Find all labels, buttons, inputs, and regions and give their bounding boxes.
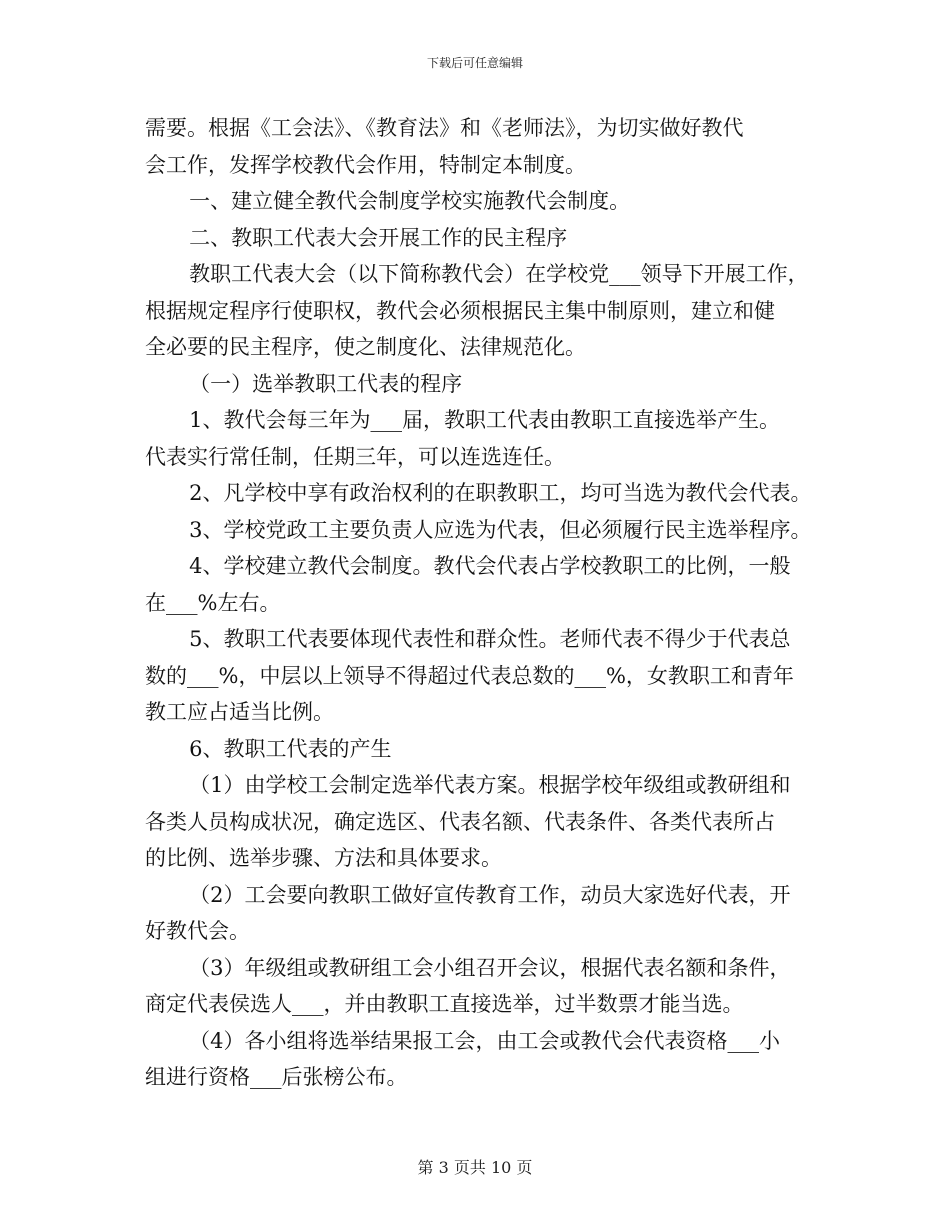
paragraph-line: 4、学校建立教代会制度。教代会代表占学校教职工的比例，一般 [189, 554, 791, 578]
page-footer: 第 3 页共 10 页 [417, 1158, 533, 1177]
paragraph-line: （4）各小组将选举结果报工会，由工会或教代会代表资格___小 [189, 1028, 780, 1053]
paragraph-line: 一、建立健全教代会制度学校实施教代会制度。 [189, 189, 631, 213]
paragraph-line: 教职工代表大会（以下简称教代会）在学校党___领导下开展工作， [189, 262, 809, 286]
paragraph-line: 会工作，发挥学校教代会作用，特制定本制度。 [145, 152, 586, 177]
paragraph-line: （2）工会要向教职工做好宣传教育工作，动员大家选好代表，开 [189, 882, 791, 907]
paragraph-line: 2、凡学校中享有政治权利的在职教职工，均可当选为教代会代表。 [189, 481, 812, 505]
paragraph-line: 全必要的民主程序，使之制度化、法律规范化。 [145, 335, 586, 359]
paragraph-line: 在___%左右。 [145, 590, 281, 615]
paragraph-line: 根据规定程序行使职权，教代会必须根据民主集中制原则，建立和健 [145, 298, 775, 323]
paragraph-line: 二、教职工代表大会开展工作的民主程序 [189, 225, 568, 250]
paragraph-line: 5、教职工代表要体现代表性和群众性。老师代表不得少于代表总 [189, 627, 791, 651]
paragraph-line: 各类人员构成状况，确定选区、代表名额、代表条件、各类代表所占 [145, 809, 775, 834]
paragraph-line: 数的___%，中层以上领导不得超过代表总数的___%，女教职工和青年 [145, 663, 794, 688]
document-body [145, 110, 815, 1096]
paragraph-line: 商定代表侯选人___，并由教职工直接选举，过半数票才能当选。 [145, 992, 744, 1016]
paragraph-line: （1）由学校工会制定选举代表方案。根据学校年级组或教研组和 [189, 773, 791, 797]
paragraph-line: 1、教代会每三年为___届，教职工代表由教职工直接选举产生。 [189, 408, 780, 432]
page-header: 下载后可任意编辑 [426, 56, 523, 70]
paragraph-line: （一）选举教职工代表的程序 [189, 371, 463, 396]
paragraph-line: 6、教职工代表的产生 [189, 736, 392, 761]
paragraph-line: 组进行资格___后张榜公布。 [145, 1065, 408, 1089]
paragraph-line: 教工应占适当比例。 [145, 700, 334, 724]
paragraph-line: 3、学校党政工主要负责人应选为代表，但必须履行民主选举程序。 [189, 517, 812, 542]
paragraph-line: 需要。根据《工会法》、《教育法》和《老师法》，为切实做好教代 [145, 116, 744, 140]
paragraph-line: 代表实行常任制，任期三年，可以连选连任。 [145, 444, 565, 469]
paragraph-line: 的比例、选举步骤、方法和具体要求。 [145, 846, 502, 870]
paragraph-line: （3）年级组或教研组工会小组召开会议，根据代表名额和条件， [189, 955, 791, 980]
paragraph-line: 好教代会。 [145, 919, 250, 943]
